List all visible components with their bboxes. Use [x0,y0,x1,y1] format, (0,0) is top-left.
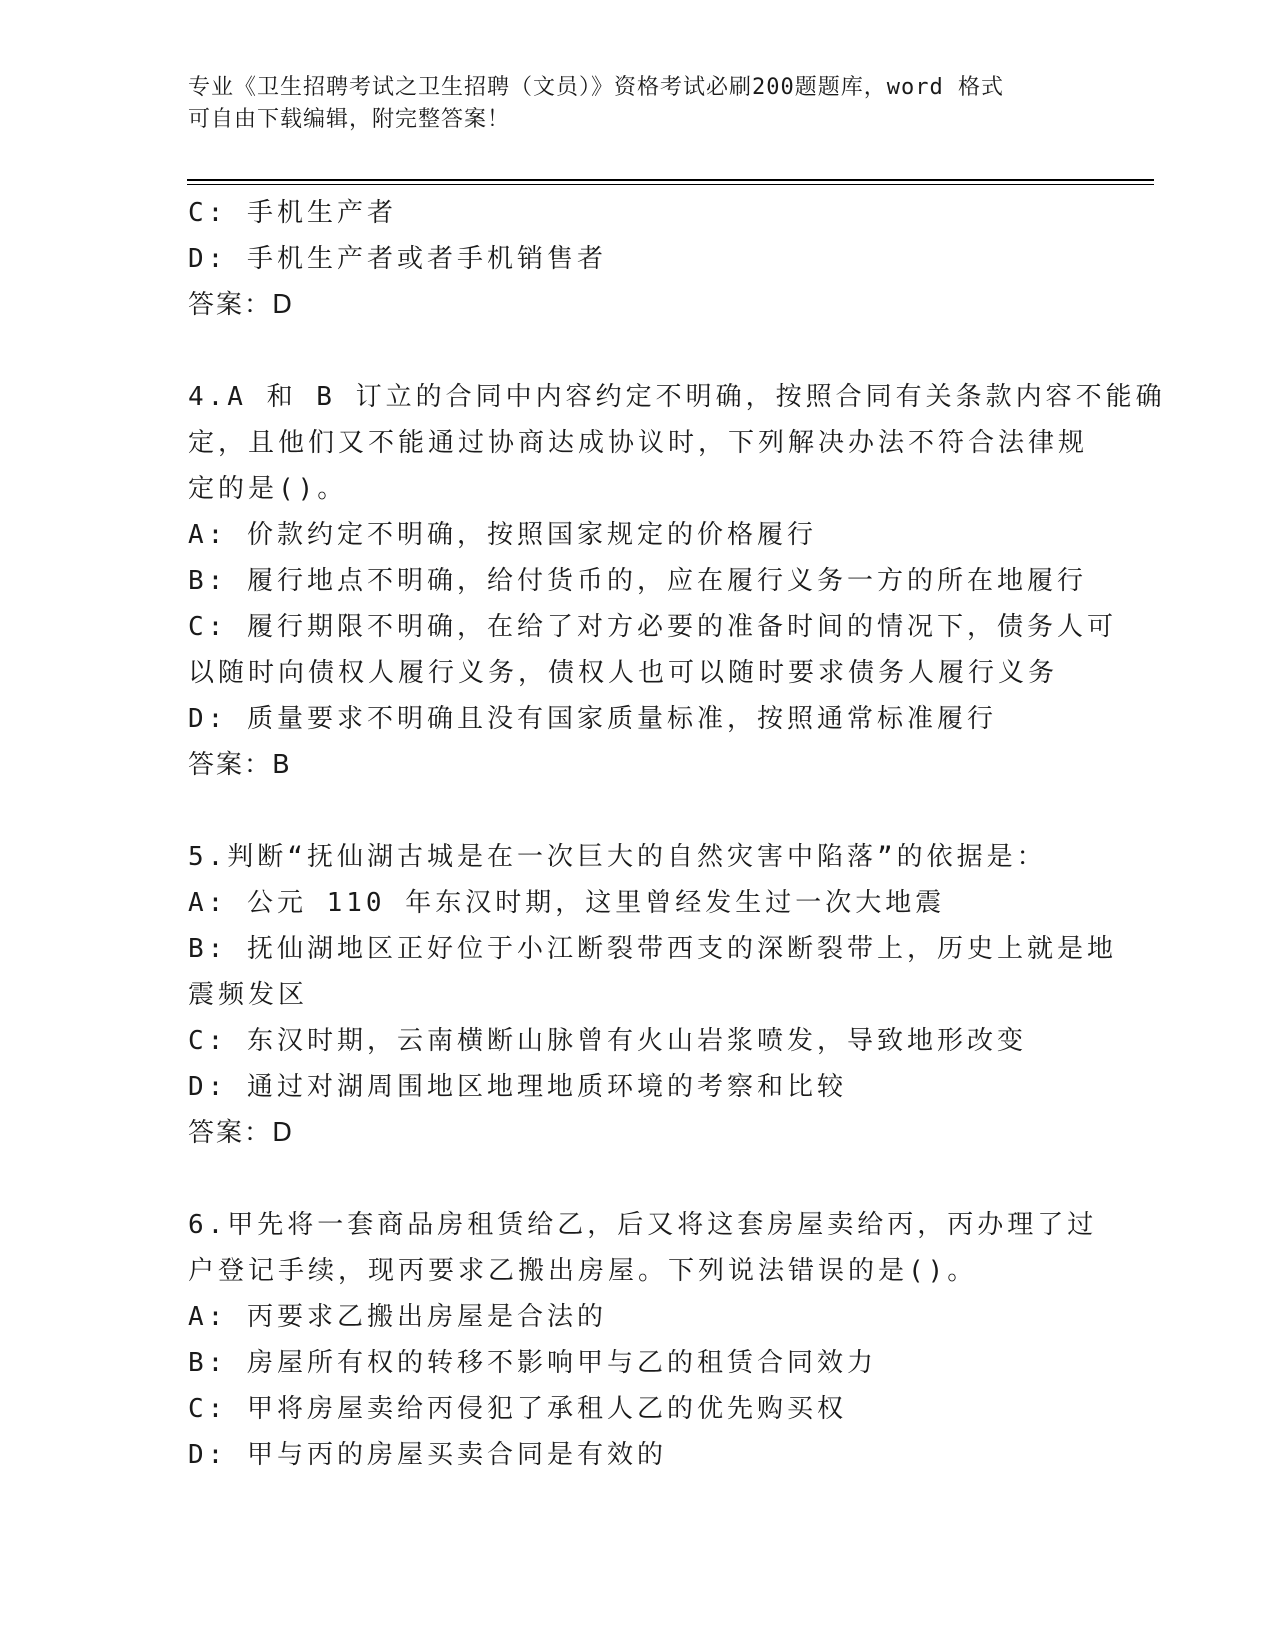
header-line-2: 可自由下载编辑，附完整答案！ [188,107,511,132]
option-b-continued: 震频发区 [188,980,309,1010]
answer-line: 答案：D [188,1118,295,1148]
question-stem: 定的是()。 [188,474,348,504]
question-6 [188,1202,1098,1478]
question-stem: 6.甲先将一套商品房租赁给乙，后又将这套房屋卖给丙，丙办理了过 [188,1210,1098,1240]
option-a: A: 公元 110 年东汉时期，这里曾经发生过一次大地震 [188,888,946,918]
question-5 [188,834,1117,1156]
spacer [188,328,1088,374]
option-d: D: 手机生产者或者手机销售者 [188,244,607,274]
option-b: B: 抚仙湖地区正好位于小江断裂带西支的深断裂带上，历史上就是地 [188,934,1117,964]
question-3 [188,190,1088,328]
question-content [188,190,1166,1478]
option-c: C: 甲将房屋卖给丙侵犯了承租人乙的优先购买权 [188,1394,847,1424]
spacer [188,788,1088,834]
option-b: B: 履行地点不明确，给付货币的，应在履行义务一方的所在地履行 [188,566,1087,596]
option-b: B: 房屋所有权的转移不影响甲与乙的租赁合同效力 [188,1348,877,1378]
option-d: D: 甲与丙的房屋买卖合同是有效的 [188,1440,667,1470]
question-stem: 户登记手续，现丙要求乙搬出房屋。下列说法错误的是()。 [188,1256,978,1286]
answer-line: 答案：D [188,290,295,320]
header-line-1: 专业《卫生招聘考试之卫生招聘（文员）》资格考试必刷200题题库，word 格式 [188,75,1004,100]
header-rule-thick [187,179,1154,181]
question-stem: 定，且他们又不能通过协商达成协议时，下列解决办法不符合法律规 [188,428,1089,458]
option-c-continued: 以随时向债权人履行义务，债权人也可以随时要求债务人履行义务 [188,658,1059,688]
option-c: C: 东汉时期，云南横断山脉曾有火山岩浆喷发，导致地形改变 [188,1026,1027,1056]
answer-line: 答案：B [188,750,292,780]
option-d: D: 质量要求不明确且没有国家质量标准，按照通常标准履行 [188,704,997,734]
option-c: C: 履行期限不明确，在给了对方必要的准备时间的情况下，债务人可 [188,612,1117,642]
spacer [188,1156,1088,1202]
document-header [188,72,1068,136]
question-stem: 4.A 和 B 订立的合同中内容约定不明确，按照合同有关条款内容不能确 [188,382,1166,412]
option-c: C: 手机生产者 [188,198,397,228]
option-d: D: 通过对湖周围地区地理地质环境的考察和比较 [188,1072,847,1102]
question-4 [188,374,1166,788]
option-a: A: 价款约定不明确，按照国家规定的价格履行 [188,520,817,550]
option-a: A: 丙要求乙搬出房屋是合法的 [188,1302,607,1332]
header-rule-thin [187,184,1154,185]
question-stem: 5.判断“抚仙湖古城是在一次巨大的自然灾害中陷落”的依据是： [188,842,1047,872]
